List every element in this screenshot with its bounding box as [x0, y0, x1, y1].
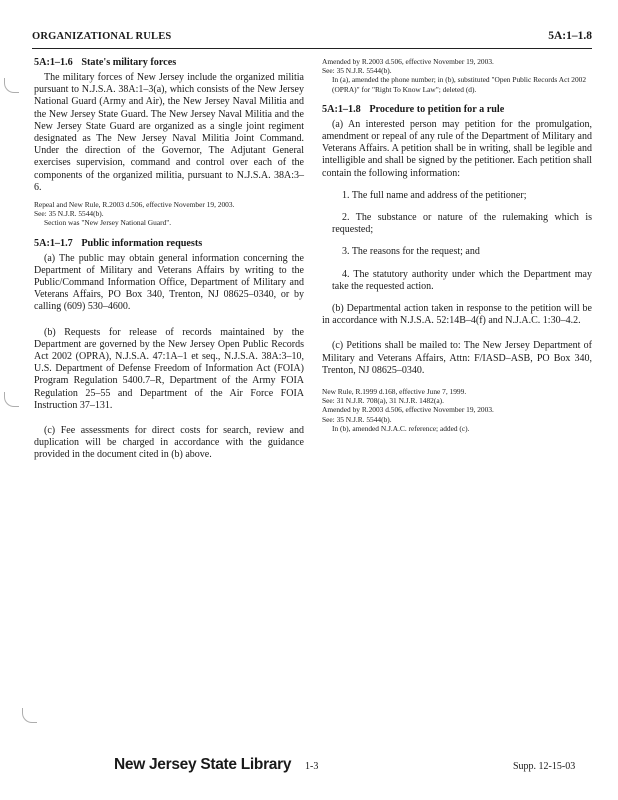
section-title: Procedure to petition for a rule [369, 103, 505, 115]
binding-hole-mark-bottom [22, 708, 37, 723]
history-line: In (b), amended N.J.A.C. reference; added (c). [332, 423, 470, 433]
paragraph-b: (b) Departmental action taken in response to the petition will be in accordance with N.J.S.A. 52:14B–4(f) and N.J.A.C. 1:30–4.2. [322, 303, 592, 327]
left-column [34, 57, 304, 468]
history-line: See: 31 N.J.R. 708(a), 31 N.J.R. 1482(a). [322, 396, 444, 406]
history-line: See: 35 N.J.R. 5544(b). [34, 209, 104, 219]
page-number: 1-3 [305, 761, 319, 772]
history-note [322, 57, 592, 94]
section-title: State's military forces [81, 57, 177, 68]
list-item: 4. The statutory authority under which the Department may take the requested action. [332, 268, 592, 292]
paragraph-c: (c) Petitions shall be mailed to: The New Jersey Department of Military and Veterans Affairs, Attn: F/IASD–ASB, PO Box 340, Trenton, NJ 08625–0340. [322, 340, 592, 376]
history-note [322, 387, 592, 433]
section-number: 5A:1–1.6 [34, 57, 73, 68]
page-footer [0, 756, 618, 782]
list-item: 2. The substance or nature of the rulemaking which is requested; [332, 212, 592, 236]
history-line: Section was "New Jersey National Guard". [44, 218, 172, 228]
paragraph-b: (b) Requests for release of records maintained by the Department are governed by the New Jersey Open Public Records Act 2002 (OPRA), N.J.S.A. 47:1A–1 et seq., N.J.S.A. 38A:3–10, U.S. Department of Defense Freedom of Information Act (FOIA) Program Regulation 5400.7–R, Department of the Army FOIA Regulation 25–55 and Department of the Air Force FOIA Instruction 37–131. [34, 326, 304, 411]
section-body: The military forces of New Jersey include the organized militia pursuant to N.J.S.A. 38A:1–3(a), which consists of the New Jersey National Guard (Army and Air), the New Jersey Naval Militia and the New Jersey State Guard. The New Jersey Naval Militia and the New Jersey State Guard are organized as a single joint regiment designated as The New Jersey Naval Militia Joint Command. Under the direction of the Governor, The Adjutant General exercises supervision, command and control over each of the components of the organized militia, pursuant to N.J.S.A. 38A:3–6. [34, 72, 304, 193]
binding-hole-mark-middle [4, 392, 19, 407]
history-line: See: 35 N.J.R. 5544(b). [322, 66, 392, 76]
section-heading-1-8 [322, 104, 592, 115]
list-item: 1. The full name and address of the petitioner; [342, 189, 527, 201]
history-line: Amended by R.2003 d.506, effective November 19, 2003. [322, 405, 494, 415]
paragraph-c: (c) Fee assessments for direct costs for search, review and duplication will be charged in accordance with the guidance provided in the document cited in (b) above. [34, 425, 304, 461]
history-line: Repeal and New Rule, R.2003 d.506, effective November 19, 2003. [34, 200, 235, 210]
section-heading-1-6 [34, 57, 304, 68]
header-section-range: 5A:1–1.8 [548, 30, 592, 42]
history-line: Amended by R.2003 d.506, effective November 19, 2003. [322, 57, 494, 66]
right-column [322, 57, 592, 443]
header-chapter-title: ORGANIZATIONAL RULES [32, 31, 172, 42]
section-number: 5A:1–1.7 [34, 237, 73, 249]
paragraph-a: (a) The public may obtain general information concerning the Department of Military and Veterans Affairs by writing to the Public/Command Information Office, Department of Military and Veterans Affairs, PO Box 340, Trenton, NJ 08625–0340, or by calling (609) 530–4600. [34, 252, 304, 313]
supplement-date: Supp. 12-15-03 [513, 761, 576, 772]
section-heading-1-7 [34, 238, 304, 249]
running-header [32, 30, 592, 49]
history-line: New Rule, R.1999 d.168, effective June 7, 1999. [322, 387, 467, 397]
list-item: 3. The reasons for the request; and [342, 246, 480, 258]
section-number: 5A:1–1.8 [322, 103, 361, 115]
binding-hole-mark-top [4, 78, 19, 93]
petition-requirements-list [322, 190, 592, 293]
history-line: In (a), amended the phone number; in (b), substituted "Open Public Records Act 2002 (OPRA)" for "Right To Know Law"; deleted (d). [332, 75, 587, 94]
library-watermark: New Jersey State Library [114, 756, 292, 773]
history-note [34, 200, 304, 228]
history-line: See: 35 N.J.R. 5544(b). [322, 414, 392, 424]
section-title: Public information requests [81, 237, 203, 249]
paragraph-a: (a) An interested person may petition for the promulgation, amendment or repeal of any rule of the Department of Military and Veterans Affairs. A petition shall be in writing, shall be legible and intelligible and shall be signed by the petitioner. Each petition shall contain the following information: [322, 118, 592, 179]
